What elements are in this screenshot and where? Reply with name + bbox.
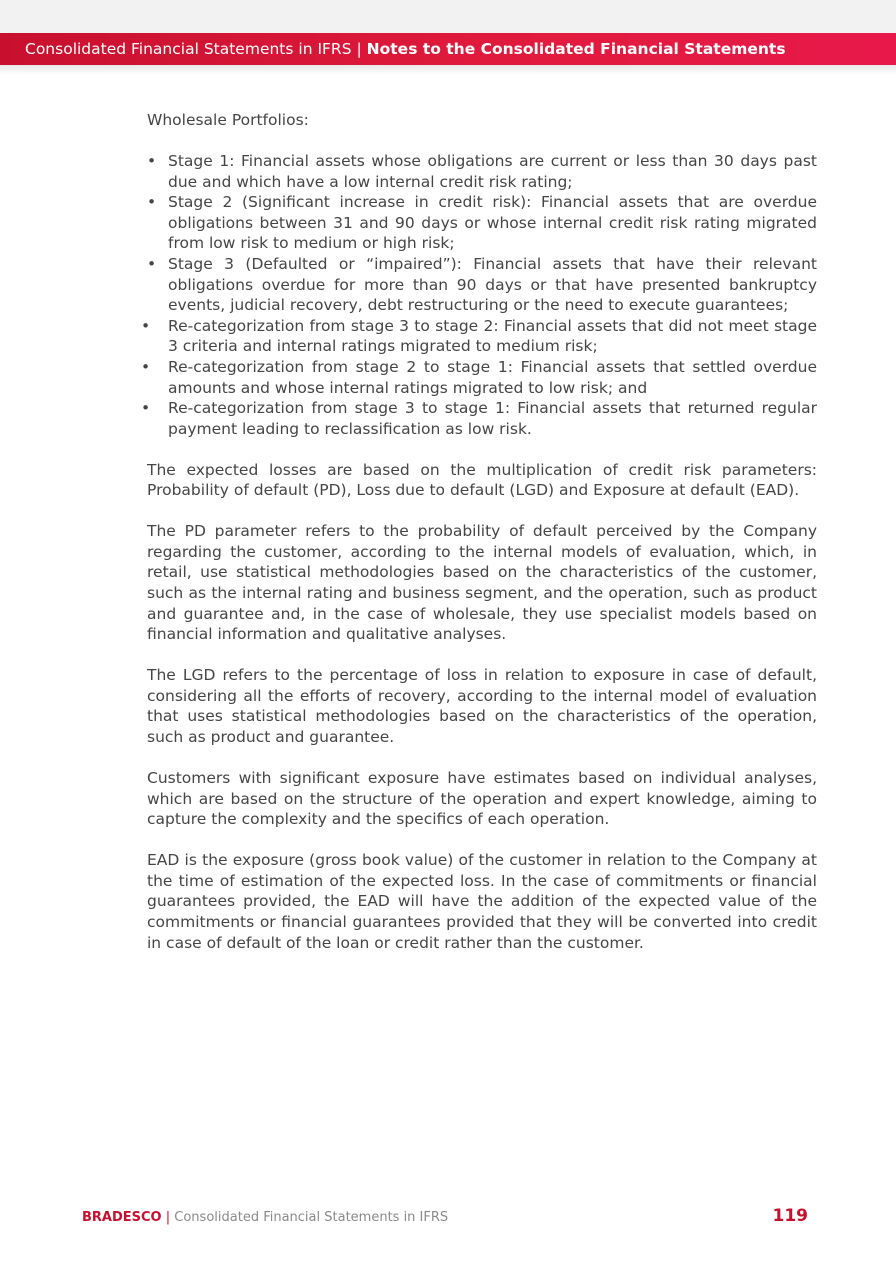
page-footer [82,1208,808,1228]
list-item-text: Re-categorization from stage 3 to stage 2: Financial assets that did not meet stage 3 criteria and internal ratings migrated to medium risk; [168,316,817,356]
list-item-text: Stage 3 (Defaulted or “impaired”): Financial assets that have their relevant obligations overdue for more than 90 days or that have presented bankruptcy events, judicial recovery, debt restructuring or the need to execute guarantees; [168,254,817,315]
paragraph-lgd: The LGD refers to the percentage of loss in relation to exposure in case of default, considering all the efforts of recovery, according to the internal model of evaluation that uses statistical methodologies based on the characteristics of the operation, such as product and guarantee. [147,666,817,746]
list-item [141,398,817,439]
page-content [141,110,817,974]
paragraph-pd: The PD parameter refers to the probability of default perceived by the Company regarding the customer, according to the internal models of evaluation, which, in retail, use statistical methodologies based on the characteristics of the customer, such as the internal rating and business segment, and the operation, such as product and guarantee and, in the case of wholesale, they use specialist models based on financial information and qualitative analyses. [147,522,817,644]
header-title-bold: Notes to the Consolidated Financial Statements [366,40,786,58]
footer-brand: BRADESCO [82,1210,162,1225]
header-shadow [0,65,896,75]
header-title-regular: Consolidated Financial Statements in IFRS [25,40,352,58]
bullet-icon: • [141,316,151,335]
list-item-text: Stage 2 (Significant increase in credit risk): Financial assets that are overdue obligations between 31 and 90 days or whose internal credit risk rating migrated from low risk to medium or high risk; [168,193,817,253]
list-item-text: Re-categorization from stage 2 to stage 1: Financial assets that settled overdue amounts and whose internal ratings migrated to low risk; and [168,357,817,397]
section-heading: Wholesale Portfolios: [147,111,309,129]
list-item-text: Re-categorization from stage 3 to stage 1: Financial assets that returned regular payment leading to reclassification as low risk. [168,399,817,438]
paragraph-expected-losses: The expected losses are based on the multiplication of credit risk parameters: Probability of default (PD), Loss due to default (LGD) and Exposure at default (EAD). [147,460,817,500]
bullet-icon: • [141,357,151,376]
list-item [141,357,817,398]
footer-separator: | [165,1210,171,1225]
list-item-text: Stage 1: Financial assets whose obligations are current or less than 30 days past due and which have a low internal credit risk rating; [168,151,817,191]
document-header-bar [0,33,896,65]
bullet-icon: • [147,193,157,212]
header-separator: | [356,40,362,58]
paragraph-significant-exposure: Customers with significant exposure have estimates based on individual analyses, which are based on the structure of the operation and expert knowledge, aiming to capture the complexity and the specifics of each operation. [147,768,817,829]
page-number: 119 [772,1206,808,1226]
list-item [147,254,817,316]
footer-title: Consolidated Financial Statements in IFRS [174,1210,449,1225]
bullet-icon: • [147,151,157,170]
stage-list [141,151,817,439]
top-margin-strip [0,0,896,33]
paragraph-ead: EAD is the exposure (gross book value) of the customer in relation to the Company at the time of estimation of the expected loss. In the case of commitments or financial guarantees provided, the EAD will have the addition of the expected value of the commitments or financial guarantees provided that they will be converted into credit in case of default of the loan or credit rather than the customer. [147,851,817,952]
bullet-icon: • [141,399,151,418]
bullet-icon: • [147,254,157,273]
list-item [147,151,817,192]
list-item [147,192,817,254]
list-item [141,316,817,357]
